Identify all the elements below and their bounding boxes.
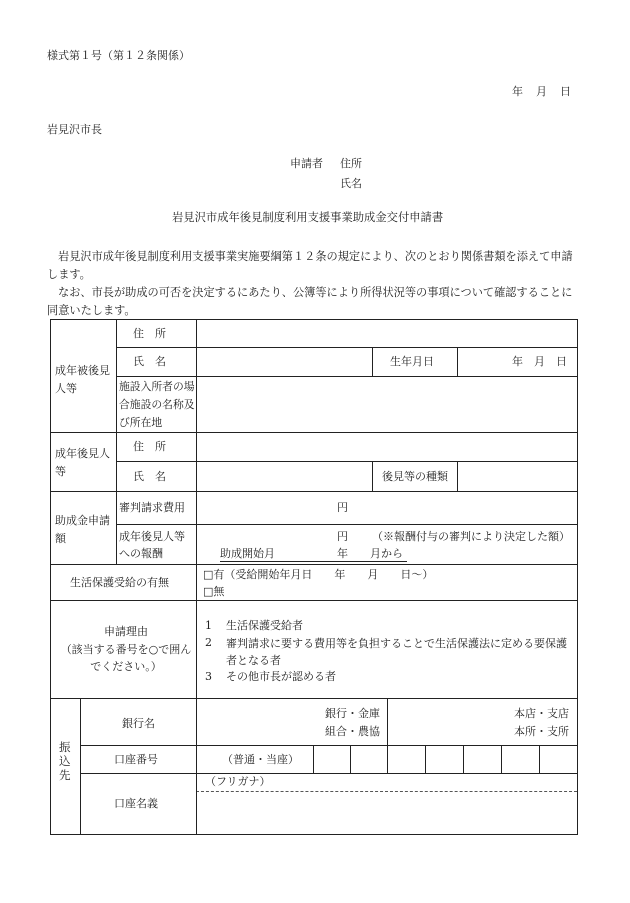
reason-item-2-text: 審判請求に要する費用等を負担することで生活保護法に定める要保護者となる者 (226, 637, 567, 667)
guardian-name-label: 氏 名 (133, 470, 166, 483)
intro-paragraph-2: なお、市長が助成の可否を決定するにあたり、公簿等により所得状況等の事項について確認することに同意いたします。 (47, 286, 573, 317)
ward-section-label: 成年被後見人等 (55, 364, 110, 395)
welfare-label: 生活保護受給の有無 (70, 576, 169, 589)
ward-facility-field[interactable] (198, 378, 576, 431)
guardian-address-field[interactable] (198, 434, 576, 460)
applicant-address-label: 住所 (340, 157, 362, 170)
bank-types-1[interactable]: 銀行・金庫 (325, 707, 380, 720)
reason-item-3-text: その他市長が認める者 (226, 670, 336, 683)
account-number-boxes[interactable] (314, 747, 576, 772)
guardian-address-label: 住 所 (133, 440, 166, 453)
guardian-type-label: 後見等の種類 (382, 470, 448, 483)
document-title: 岩見沢市成年後見制度利用支援事業助成金交付申請書 (172, 211, 444, 224)
account-type[interactable]: （普通・当座） (222, 753, 299, 766)
reason-item-1-text: 生活保護受給者 (226, 619, 303, 632)
trial-cost-field[interactable] (198, 494, 333, 522)
reason-label: 申請理由 (104, 625, 148, 638)
ward-facility-label: 施設入所者の場合施設の名称及び所在地 (119, 380, 195, 429)
fee-label: 成年後見人等への報酬 (119, 530, 185, 560)
ward-address-label: 住 所 (133, 327, 166, 340)
applicant-name-label: 氏名 (340, 177, 362, 190)
furigana-field[interactable] (198, 775, 576, 790)
applicant-name-field[interactable] (370, 175, 580, 191)
welfare-option-no[interactable]: □無 (203, 585, 225, 598)
reason-item-3-number[interactable]: 3 (205, 670, 212, 683)
start-month-label: 助成開始月 (220, 547, 275, 560)
guardian-name-field[interactable] (198, 463, 371, 490)
bank-name-label: 銀行名 (122, 717, 155, 730)
ward-name-label: 氏 名 (133, 355, 166, 368)
reason-item-1-number[interactable]: 1 (205, 619, 212, 632)
start-month-suffix: 年 月から (337, 547, 403, 560)
trial-cost-label: 審判請求費用 (119, 501, 185, 514)
furigana-label: （フリガナ） (205, 775, 271, 788)
applicant-label: 申請者 (290, 157, 323, 170)
welfare-option-yes[interactable]: □有（受給開始年月日 年 月 日～） (203, 568, 434, 581)
branch-name-field[interactable] (389, 700, 509, 744)
account-number-label: 口座番号 (114, 753, 158, 766)
grant-section-label: 助成金申請額 (55, 514, 110, 545)
ward-address-field[interactable] (198, 321, 576, 346)
ward-birthdate-value[interactable]: 年 月 日 (512, 355, 567, 368)
branch-types-2[interactable]: 本所・支所 (514, 725, 569, 738)
account-name-label: 口座名義 (114, 797, 158, 810)
addressee: 岩見沢市長 (47, 123, 102, 136)
applicant-address-field[interactable] (370, 155, 580, 171)
bank-name-field[interactable] (198, 700, 318, 744)
form-number: 様式第１号（第１２条関係） (47, 49, 190, 62)
intro-paragraph-1: 岩見沢市成年後見制度利用支援事業実施要綱第１２条の規定により、次のとおり関係書類を添えて申請します。 (47, 250, 573, 281)
reason-instruction: （該当する番号を○で囲んでください。） (60, 643, 192, 673)
trial-cost-yen: 円 (337, 501, 348, 514)
reason-item-2-number[interactable]: 2 (205, 636, 212, 649)
fee-yen: 円 (337, 530, 348, 543)
branch-types-1[interactable]: 本店・支店 (514, 707, 569, 720)
ward-name-field[interactable] (198, 349, 371, 375)
guardian-section-label: 成年後見人等 (55, 447, 110, 478)
bank-types-2[interactable]: 組合・農協 (325, 725, 380, 738)
date-line: 年 月 日 (512, 85, 572, 98)
fee-note: （※報酬付与の審判により決定した額） (372, 530, 570, 543)
bank-section-label: 振込先 (59, 740, 71, 782)
ward-birthdate-label: 生年月日 (390, 355, 434, 368)
fee-field[interactable] (198, 526, 333, 544)
account-name-field[interactable] (198, 793, 576, 833)
guardian-type-field[interactable] (459, 463, 576, 490)
